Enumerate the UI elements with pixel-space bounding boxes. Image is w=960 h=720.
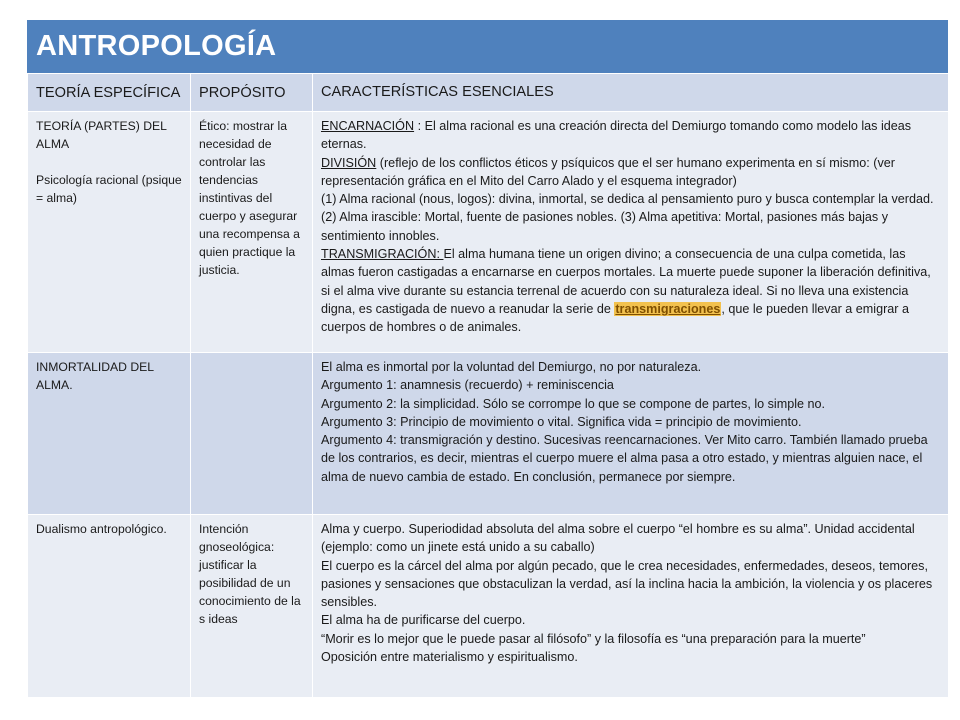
encarnacion-label: ENCARNACIÓN [321,119,415,133]
header-caracteristicas: CARACTERÍSTICAS ESENCIALES [313,74,949,112]
row3-line: El alma ha de purificarse del cuerpo. [321,613,526,628]
slide-title: ANTROPOLOGÍA [27,20,948,73]
row3-line: “Morir es lo mejor que le puede pasar al filósofo” y la filosofía es “una preparación para la muerte” [321,631,866,646]
row2-line: Argumento 2: la simplicidad. Sólo se corrompe lo que se compone de partes, lo simple no. [321,396,826,411]
table-row [28,112,949,353]
transmigracion-label: TRANSMIGRACIÓN: [321,247,444,262]
table-header-row [28,74,949,112]
transmigracion-text: El alma humana tiene un origen divino; a consecuencia de una culpa cometida, las almas fueron castigadas a encarnarse en cuerpos mortales. La muerte puede suponer la liberación definitiva, si el alma vive durante su estancia terrenal de acuerdo con su naturaleza ideal. Si no lleva una existencia digna, es castigada de nuevo a reanudar la serie de [321,247,931,316]
division-paragraph [321,154,942,191]
encarnacion-paragraph [321,117,942,154]
row2-line: Argumento 3: Principio de movimiento o vital. Significa vida = principio de movimiento. [321,414,802,429]
header-teoria: TEORÍA ESPECÍFICA [28,74,191,112]
row3-line: Alma y cuerpo. Superiodidad absoluta del alma sobre el cuerpo “el hombre es su alma”. Unidad accidental (ejemplo: como un jinete está unido a su caballo) [321,522,915,555]
row1-theory-subtitle: Psicología racional (psique = alma) [36,173,182,205]
row2-line: Argumento 4: transmigración y destino. Sucesivas reencarnaciones. Ver Mito carro. También llamado prueba de los contrarios, es decir, mientras el cuerpo muere el alma pasa a otro estado, y mientras alguien nace, el alma de nuevo cambia de estado. En conclusión, permanece por siempre. [321,433,928,484]
row1-characteristics [313,112,949,353]
transmigracion-end: , que le pueden llevar a emigrar a cuerpos de hombres o de animales. [321,301,909,335]
row1-purpose: Ético: mostrar la necesidad de controlar las tendencias instintivas del cuerpo y asegurar una recompensa a quien practique la justicia. [191,112,313,353]
table-row [28,353,949,515]
division-text: (reflejo de los conflictos éticos y psíquicos que el ser humano experimenta en sí mismo: (ver representación gráfica en el Mito del Carro Alado y el esquema integrador) [321,155,895,188]
header-proposito: PROPÓSITO [191,74,313,112]
encarnacion-text: : El alma racional es una creación directa del Demiurgo tomando como modelo las ideas eternas. [321,119,912,152]
row3-theory: Dualismo antropológico. [28,515,191,698]
division-label: DIVISIÓN [321,155,377,170]
row2-characteristics [313,353,949,515]
row2-line: Argumento 1: anamnesis (recuerdo) + reminiscencia [321,378,614,393]
transmigraciones-link[interactable]: transmigraciones [615,301,721,316]
row1-theory-title: TEORÍA (PARTES) DEL ALMA [36,119,167,151]
row3-characteristics [313,515,949,698]
division-parts: (1) Alma racional (nous, logos): divina, inmortal, se dedica al pensamiento puro y busca contemplar la verdad. (2) Alma irascible: Mortal, fuente de pasiones nobles. (3) Alma apetitiva: Mortal, pasiones más bajas y sentimiento innobles. [321,192,934,243]
row3-line: Oposición entre materialismo y espiritualismo. [321,650,578,665]
row3-purpose: Intención gnoseológica: justificar la posibilidad de un conocimiento de la s ideas [191,515,313,698]
anthropology-table [27,73,949,698]
row3-line: El cuerpo es la cárcel del alma por algún pecado, que le crea necesidades, enfermedades, deseos, temores, pasiones y sensaciones que obstaculizan la verdad, así la inclina hacia la ambición, la violencia y os placeres sensibles. [321,558,933,610]
row1-theory [28,112,191,353]
row2-purpose [191,353,313,515]
row2-line: El alma es inmortal por la voluntad del Demiurgo, no por naturaleza. [321,360,702,374]
row2-theory: INMORTALIDAD DEL ALMA. [28,353,191,515]
transmigracion-paragraph [321,245,942,336]
table-row [28,515,949,698]
